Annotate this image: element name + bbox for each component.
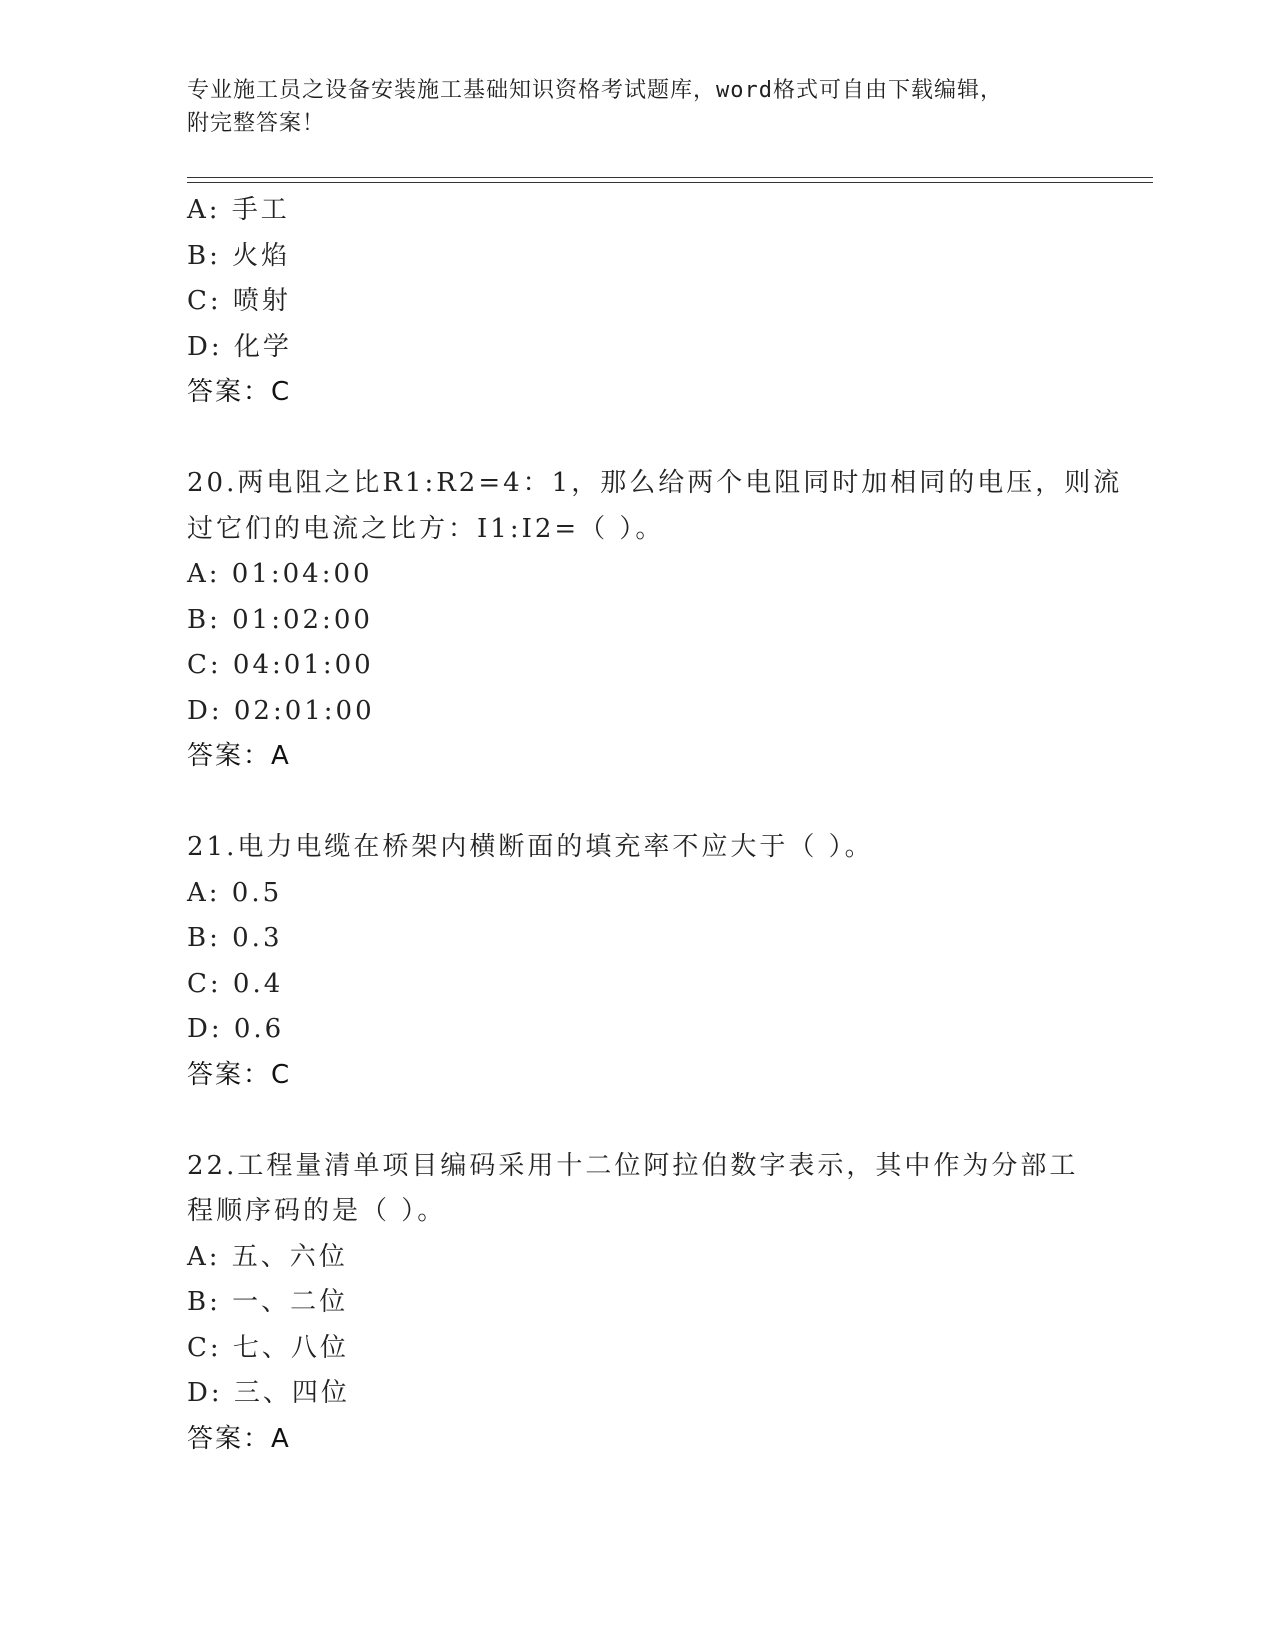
answer: 答案：C: [187, 1059, 292, 1090]
question-stem-line-1: 20.两电阻之比R1:R2=4：1，那么给两个电阻同时加相同的电压，则流: [187, 468, 1123, 498]
header-divider-bottom: [187, 182, 1153, 183]
option-d: D: 0.6: [187, 1014, 285, 1044]
answer: 答案：A: [187, 1423, 291, 1454]
question-19: [187, 188, 1087, 416]
option-b: B: 0.3: [187, 923, 283, 953]
option-c: C: 0.4: [187, 968, 284, 999]
question-21: [187, 825, 1087, 1098]
answer: 答案：C: [187, 377, 292, 407]
option-b: B: 火焰: [187, 240, 291, 271]
option-d: D: 02:01:00: [187, 695, 375, 726]
question-20: [187, 461, 1123, 780]
header-line-2: 附完整答案！: [187, 111, 326, 136]
option-a: A: 手工: [187, 195, 290, 225]
header-divider-top: [187, 177, 1153, 178]
option-a: A: 01:04:00: [187, 559, 373, 589]
option-c: C: 喷射: [187, 286, 291, 316]
option-b: B: 一、二位: [187, 1287, 349, 1317]
spacer: [187, 1098, 1087, 1144]
question-22: [187, 1144, 1087, 1463]
option-c: C: 04:01:00: [187, 650, 374, 680]
question-stem-line-1: 21.电力电缆在桥架内横断面的填充率不应大于（ ）。: [187, 832, 874, 862]
option-d: D: 化学: [187, 331, 292, 362]
answer: 答案：A: [187, 741, 291, 771]
option-d: D: 三、四位: [187, 1378, 350, 1408]
question-stem-line-1: 22.工程量清单项目编码采用十二位阿拉伯数字表示，其中作为分部工: [187, 1150, 1079, 1181]
header-line-1: 专业施工员之设备安装施工基础知识资格考试题库，word格式可自由下载编辑，: [187, 78, 1003, 103]
option-a: A: 五、六位: [187, 1241, 348, 1272]
question-stem-line-2: 过它们的电流之比方：I1:I2=（ ）。: [187, 513, 665, 544]
document-header: [187, 74, 1077, 140]
option-a: A: 0.5: [187, 877, 283, 908]
option-b: B: 01:02:00: [187, 604, 373, 635]
question-stem-line-2: 程顺序码的是（ ）。: [187, 1196, 447, 1226]
spacer: [187, 780, 1087, 826]
question-list: [187, 188, 1123, 1462]
option-c: C: 七、八位: [187, 1332, 349, 1363]
spacer: [187, 416, 1087, 462]
